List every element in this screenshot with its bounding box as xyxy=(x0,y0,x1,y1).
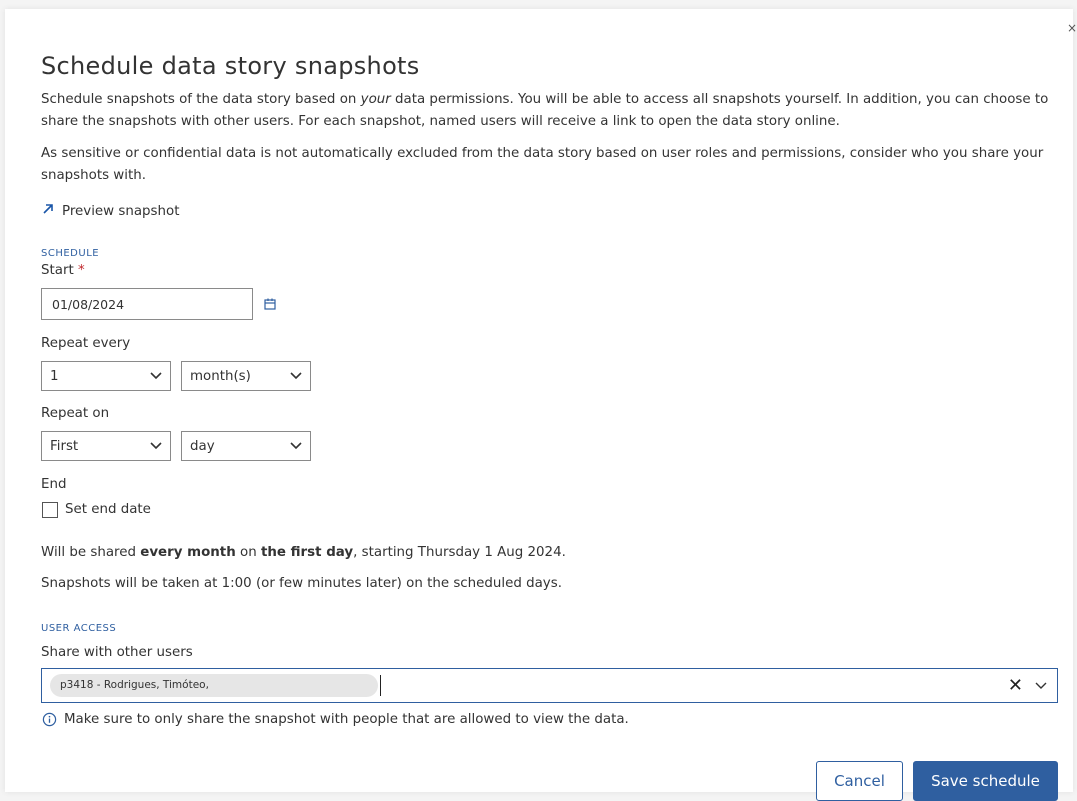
repeat-every-unit-value: month(s) xyxy=(190,368,251,384)
info-icon xyxy=(42,712,57,727)
user-chip-label: p3418 - Rodrigues, Timóteo, xyxy=(60,679,209,691)
chevron-down-icon xyxy=(290,372,302,380)
start-label-text: Start xyxy=(41,263,74,278)
repeat-every-count-value: 1 xyxy=(50,368,59,384)
intro-text xyxy=(41,89,1051,133)
summary-text: on xyxy=(235,545,261,560)
chevron-down-icon xyxy=(290,442,302,450)
summary-day: the first day xyxy=(260,545,354,560)
clear-icon[interactable]: ✕ xyxy=(1007,675,1023,696)
preview-snapshot-link[interactable] xyxy=(42,203,179,219)
repeat-on-ordinal-select[interactable] xyxy=(41,431,171,461)
snapshot-time-note: Snapshots will be taken at 1:00 (or few minutes later) on the scheduled days. xyxy=(41,576,562,591)
schedule-summary xyxy=(41,545,566,560)
arrow-up-right-icon xyxy=(42,203,54,219)
set-end-date-label[interactable]: Set end date xyxy=(65,502,151,517)
preview-snapshot-label: Preview snapshot xyxy=(62,203,180,219)
share-with-label: Share with other users xyxy=(41,645,193,660)
repeat-every-unit-select[interactable] xyxy=(181,361,311,391)
dialog-title: Schedule data story snapshots xyxy=(41,52,420,80)
repeat-every-label: Repeat every xyxy=(41,336,131,351)
share-info-note xyxy=(42,712,629,727)
start-label xyxy=(41,263,85,278)
summary-text: Will be shared xyxy=(41,545,141,560)
intro-emphasis: your xyxy=(360,92,391,107)
set-end-date-checkbox[interactable] xyxy=(42,502,58,518)
summary-text: , starting Thursday 1 Aug 2024. xyxy=(353,545,566,560)
chevron-down-icon xyxy=(150,372,162,380)
user-access-section-label: USER ACCESS xyxy=(41,623,117,634)
schedule-dialog xyxy=(5,9,1077,792)
repeat-every-count-select[interactable] xyxy=(41,361,171,391)
share-info-text: Make sure to only share the snapshot with people that are allowed to view the data. xyxy=(64,712,629,727)
user-chip[interactable] xyxy=(50,674,378,697)
cancel-button[interactable]: Cancel xyxy=(816,761,903,801)
chevron-down-icon xyxy=(150,442,162,450)
intro-text-part: data permissions. You will be able to access all snapshots yourself. In addition, you can choose to share the snapshots with other users. For each snapshot, named users will receive a link to open the data story online. xyxy=(41,92,1049,129)
start-date-input[interactable] xyxy=(41,288,253,320)
save-schedule-button[interactable]: Save schedule xyxy=(913,761,1058,801)
summary-frequency: every month xyxy=(140,545,236,560)
close-icon[interactable]: × xyxy=(1067,21,1077,35)
text-caret xyxy=(380,675,381,696)
repeat-on-label: Repeat on xyxy=(41,406,110,421)
schedule-section-label: SCHEDULE xyxy=(41,248,100,259)
warning-text: As sensitive or confidential data is not automatically excluded from the data story based on user roles and permissions, consider who you share your snapshots with. xyxy=(41,146,1044,183)
required-mark: * xyxy=(77,263,85,278)
share-users-input[interactable] xyxy=(41,668,1058,703)
end-label: End xyxy=(41,477,67,492)
intro-text-part: Schedule snapshots of the data story based on xyxy=(41,92,361,107)
repeat-on-unit-select[interactable] xyxy=(181,431,311,461)
repeat-on-unit-value: day xyxy=(190,438,215,454)
calendar-icon[interactable] xyxy=(264,295,276,307)
repeat-on-ordinal-value: First xyxy=(50,438,79,454)
chevron-down-icon[interactable] xyxy=(1035,682,1047,690)
